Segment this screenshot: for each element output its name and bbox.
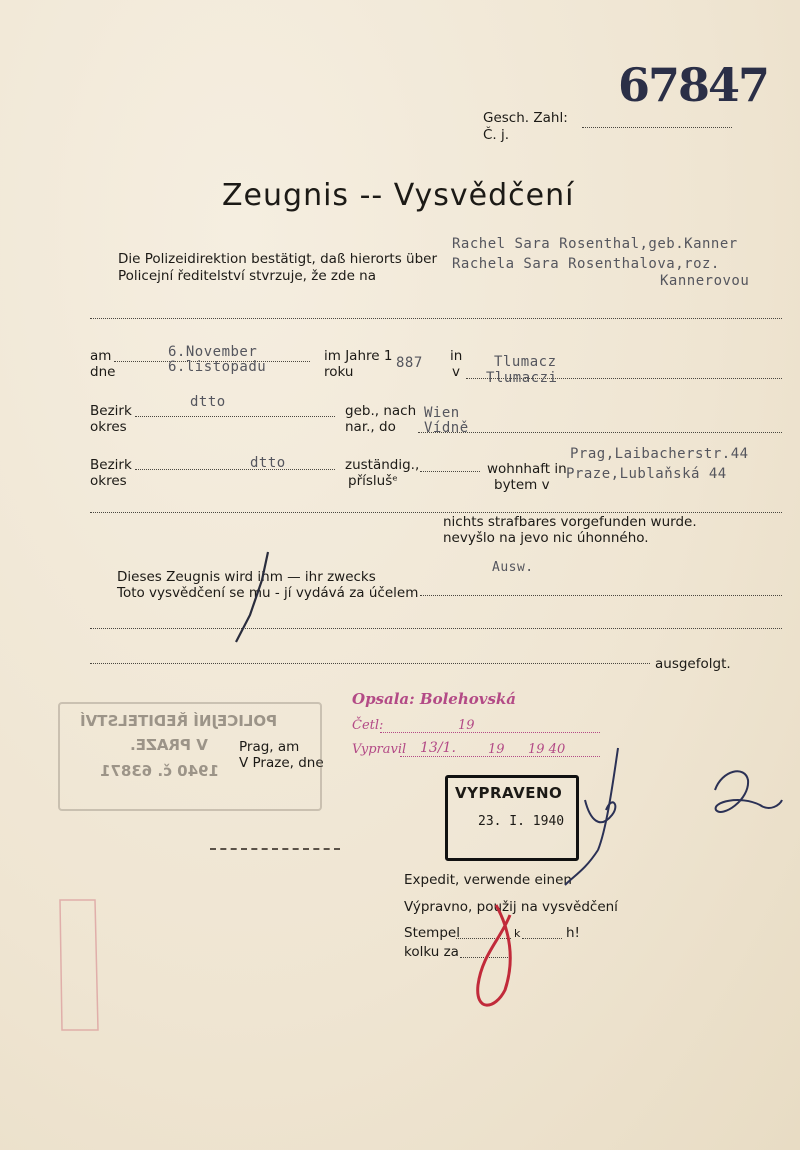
red-figure-eight-icon xyxy=(478,905,511,1005)
birth-year: 887 xyxy=(396,355,423,371)
birth-place-de: Tlumacz xyxy=(494,354,557,370)
roku-label: roku xyxy=(324,364,354,380)
name-cs-cont: Kannerovou xyxy=(660,273,750,289)
district1-value: dtto xyxy=(190,394,226,410)
okres-label-1: okres xyxy=(90,419,127,435)
name-de: Rachel Sara Rosenthal,geb.Kanner xyxy=(452,236,738,252)
intro-de: Die Polizeidirektion bestätigt, daß hierorts über xyxy=(118,251,438,267)
birth-place-cs: Tlumaczi xyxy=(486,370,558,386)
expedit-cs: Výpravno, použij na vysvědčení xyxy=(404,899,618,915)
vypraveno-date: 23. I. 1940 xyxy=(478,814,565,829)
v-label: v xyxy=(452,364,460,380)
expedit-de: Expedit, verwende einen xyxy=(404,872,572,888)
place-date-cs: V Praze, dne xyxy=(239,755,324,771)
stamp-vypravil-year1: 19 xyxy=(488,742,505,757)
ausgefolgt-label: ausgefolgt. xyxy=(655,656,731,672)
pen-stroke-icon xyxy=(236,552,268,642)
kolku-label: kolku za xyxy=(404,944,459,960)
intro-cs: Policejní ředitelství stvrzuje, že zde na xyxy=(118,268,376,284)
bezirk-label-2: Bezirk xyxy=(90,457,132,473)
birth-date-de: 6.November xyxy=(168,344,258,360)
name-cs: Rachela Sara Rosenthalova,roz. xyxy=(452,256,720,272)
zustandig-label: zuständig., xyxy=(345,457,420,473)
birth-city-cs: Vídně xyxy=(424,420,469,436)
stamp-opsala: Opsala: Bolehovská xyxy=(352,690,517,708)
cj-label: Č. j. xyxy=(483,127,510,143)
bytem-label: bytem v xyxy=(494,477,550,493)
geb-label: geb., nach xyxy=(345,403,417,419)
faded-stamp-line2: V PRAZE. xyxy=(130,736,208,754)
page-title: Zeugnis -- Vysvědčení xyxy=(222,178,575,213)
stamp-cetl: Četl: xyxy=(352,718,384,733)
in-label: in xyxy=(450,348,463,364)
faded-red-stamp-icon xyxy=(60,900,98,1030)
initials-icon xyxy=(585,800,615,822)
place-date-de: Prag, am xyxy=(239,739,300,755)
stamp-vypravil-date: 13/1. xyxy=(420,740,456,756)
okres-label-2: okres xyxy=(90,473,127,489)
wohnhaft-label: wohnhaft in xyxy=(487,461,567,477)
faded-stamp-line3: 1940 č. 63871 xyxy=(100,762,219,780)
stempel-k: k xyxy=(514,927,521,940)
handwritten-file-number: 67847 xyxy=(618,58,769,112)
address-de: Prag,Laibacherstr.44 xyxy=(570,446,749,462)
birth-date-cs: 6.listopadu xyxy=(168,359,267,375)
purpose-cs: Toto vysvědčení se mu - jí vydává za účelem xyxy=(117,585,419,601)
birth-city-de: Wien xyxy=(424,405,460,421)
faded-stamp-line1: POLICEJNÍ ŘEDITELSTVÍ xyxy=(80,712,278,730)
result-de: nichts strafbares vorgefunden wurde. xyxy=(443,514,697,530)
signature-right-icon xyxy=(715,771,782,812)
prislus-label: příslušᵉ xyxy=(348,473,398,489)
stamp-vypravil-year2: 19 40 xyxy=(528,742,566,757)
district2-value: dtto xyxy=(250,455,286,471)
stamp-cetl-year: 19 xyxy=(458,718,475,733)
result-cs: nevyšlo na jevo nic úhonného. xyxy=(443,530,649,546)
dne-label: dne xyxy=(90,364,116,380)
bezirk-label-1: Bezirk xyxy=(90,403,132,419)
vypraveno-title: VYPRAVENO xyxy=(455,784,563,802)
nar-label: nar., do xyxy=(345,419,396,435)
stempel-label: Stempel xyxy=(404,925,460,941)
purpose-value: Ausw. xyxy=(492,560,534,575)
am-label: am xyxy=(90,348,112,364)
stempel-h: h! xyxy=(566,925,580,941)
stamp-vypravil: Vypravil xyxy=(352,742,407,757)
zahl-label: Gesch. Zahl: xyxy=(483,110,568,126)
jahre-label: im Jahre 1 xyxy=(324,348,393,364)
purpose-de: Dieses Zeugnis wird ihm — ihr zwecks xyxy=(117,569,376,585)
address-cs: Praze,Lublaňská 44 xyxy=(566,466,727,482)
